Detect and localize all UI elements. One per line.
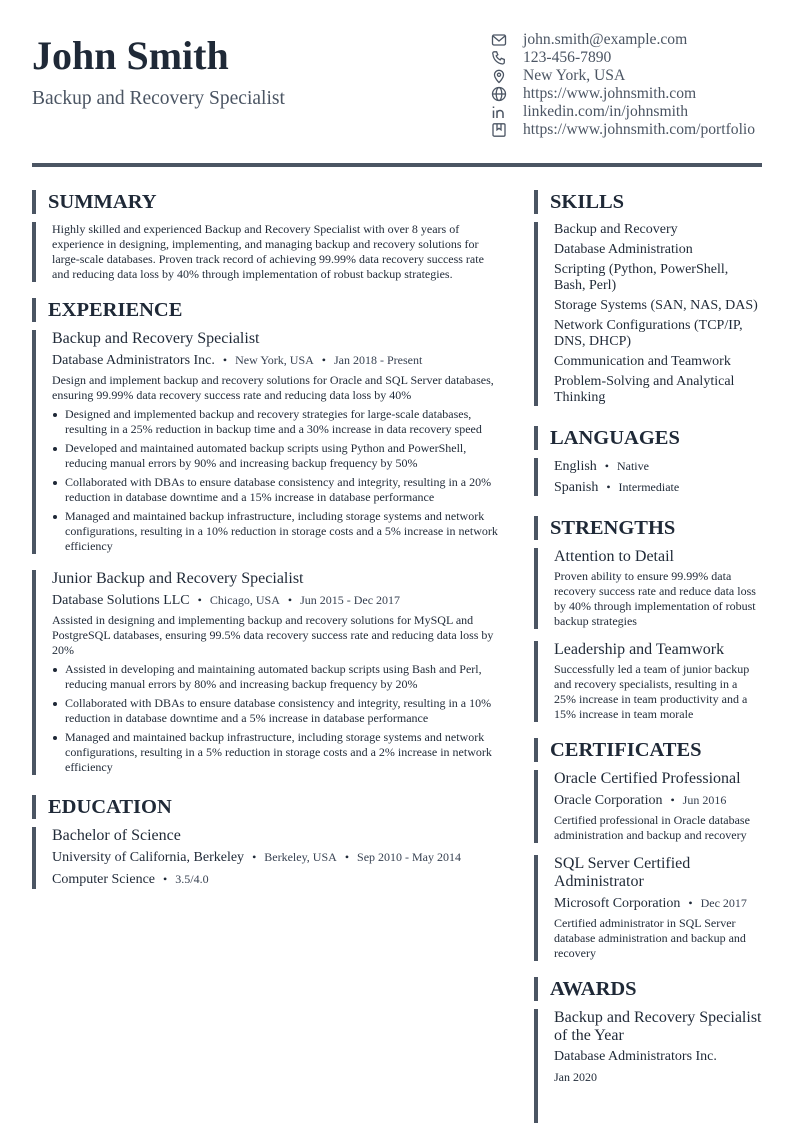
header-divider: [32, 163, 762, 167]
certificate-item: [534, 855, 762, 961]
education-location: Berkeley, USA: [264, 850, 337, 864]
list-item: Scripting (Python, PowerShell, Bash, Perl): [554, 262, 729, 293]
location-icon: [491, 67, 523, 85]
list-item: Storage Systems (SAN, NAS, DAS): [554, 298, 758, 313]
contact-location: [491, 67, 781, 85]
language-name: English: [554, 459, 597, 474]
experience-description: Assisted in designing and implementing backup and recovery solutions for MySQL and PostgreSQL databases, ensuring 99.5% data recovery success rate and reducing data loss by 20%: [52, 613, 494, 657]
experience-item: [32, 330, 502, 554]
certificate-meta: Oracle Corporation • Jun 2016: [554, 793, 727, 808]
right-column: [534, 190, 762, 1123]
list-item: Assisted in developing and maintaining automated backup scripts using Bash and Perl, reducing manual errors by 80% and increasing backup frequency by 20%: [52, 662, 502, 692]
contact-portfolio-text: https://www.johnsmith.com/portfolio: [523, 121, 756, 138]
contact-email-text: john.smith@example.com: [523, 31, 688, 48]
summary-section: [32, 222, 502, 282]
globe-icon: [491, 85, 523, 103]
experience-meta: Database Solutions LLC • Chicago, USA • Jun 2015 - Dec 2017: [52, 593, 401, 608]
contact-list: [491, 31, 781, 139]
list-item: English • Native: [554, 459, 649, 474]
experience-meta: Database Administrators Inc. • New York, USA • Jan 2018 - Present: [52, 353, 423, 368]
certificate-item: [534, 770, 762, 843]
contact-website[interactable]: [491, 85, 781, 103]
strength-title: Leadership and Teamwork: [554, 641, 725, 658]
education-field-line: Computer Science • 3.5/4.0: [52, 872, 209, 887]
skills-section: [534, 222, 762, 406]
list-item: Collaborated with DBAs to ensure database consistency and integrity, resulting in a 10% reduction in database downtime and a 5% increase in database performance: [52, 696, 502, 726]
phone-icon: [491, 49, 523, 67]
candidate-name: John Smith: [32, 33, 229, 78]
experience-location: Chicago, USA: [209, 593, 280, 607]
strengths-heading: STRENGTHS: [534, 516, 762, 540]
award-issuer: Database Administrators Inc.: [554, 1049, 717, 1064]
list-item: Designed and implemented backup and recovery strategies for large-scale databases, resulting in a 25% reduction in backup time and a 30% increase in data recovery speed: [52, 407, 502, 437]
language-level: Native: [616, 459, 649, 473]
certificate-date: Jun 2016: [682, 793, 727, 807]
experience-dates: Jan 2018 - Present: [334, 353, 423, 367]
education-gpa: 3.5/4.0: [175, 872, 209, 886]
experience-company: Database Solutions LLC: [52, 593, 190, 608]
education-degree: Bachelor of Science: [52, 827, 181, 844]
summary-text: Highly skilled and experienced Backup and Recovery Specialist with over 8 years of experience in designing, implementing, and managing backup and recovery solutions for large-scale databases. Proven track record of achieving 99.99% data recovery success rate and reducing data loss by 40% through implementation of robust backup strategies.: [52, 222, 484, 281]
contact-linkedin[interactable]: [491, 103, 781, 121]
strength-description: Successfully led a team of junior backup and recovery specialists, resulting in a 25% increase in team productivity and a 15% increase in team morale: [554, 662, 750, 721]
list-item: Developed and maintained automated backup scripts using Python and PowerShell, reducing manual errors by 90% and increasing backup frequency by 50%: [52, 441, 502, 471]
education-school: University of California, Berkeley: [52, 850, 245, 865]
list-item: Spanish • Intermediate: [554, 480, 680, 495]
experience-bullets: [52, 662, 502, 775]
education-field: Computer Science: [52, 872, 156, 887]
strength-title: Attention to Detail: [554, 548, 674, 565]
strength-description: Proven ability to ensure 99.99% data recovery success rate and reduce data loss by 40% through implementation of robust backup strategies: [554, 569, 756, 628]
list-item: Database Administration: [554, 242, 693, 257]
certificate-meta: Microsoft Corporation • Dec 2017: [554, 896, 747, 911]
list-item: Problem-Solving and Analytical Thinking: [554, 374, 735, 405]
award-item: [534, 1009, 762, 1123]
mail-icon: [491, 31, 523, 49]
list-item: Managed and maintained backup infrastructure, including storage systems and network configurations, resulting in a 5% reduction in storage costs and a 2% increase in network efficiency: [52, 730, 502, 775]
linkedin-icon: [491, 103, 523, 121]
contact-phone-text: 123-456-7890: [523, 49, 612, 66]
certificate-date: Dec 2017: [700, 896, 747, 910]
strength-item: [534, 641, 762, 722]
summary-heading: SUMMARY: [32, 190, 502, 214]
education-item: [32, 827, 502, 889]
certificates-heading: CERTIFICATES: [534, 738, 762, 762]
languages-heading: LANGUAGES: [534, 426, 762, 450]
experience-item: [32, 570, 502, 775]
strength-item: [534, 548, 762, 629]
list-item: Managed and maintained backup infrastructure, including storage systems and network configurations, resulting in a 10% reduction in storage costs and a 5% increase in network efficiency: [52, 509, 502, 554]
experience-heading: EXPERIENCE: [32, 298, 502, 322]
certificate-title: SQL Server Certified Administrator: [554, 855, 691, 890]
list-item: Communication and Teamwork: [554, 354, 731, 369]
certificate-description: Certified administrator in SQL Server database administration and backup and recovery: [554, 916, 746, 960]
certificate-issuer: Oracle Corporation: [554, 793, 663, 808]
experience-bullets: [52, 407, 502, 554]
left-column: [32, 190, 502, 889]
experience-dates: Jun 2015 - Dec 2017: [300, 593, 401, 607]
contact-email[interactable]: [491, 31, 781, 49]
contact-portfolio[interactable]: [491, 121, 781, 139]
contact-website-text: https://www.johnsmith.com: [523, 85, 697, 102]
education-meta: University of California, Berkeley • Berkeley, USA • Sep 2010 - May 2014: [52, 850, 462, 865]
contact-linkedin-text: linkedin.com/in/johnsmith: [523, 103, 689, 120]
list-item: Collaborated with DBAs to ensure database consistency and integrity, resulting in a 20% reduction in database downtime and a 15% increase in database performance: [52, 475, 502, 505]
certificate-title: Oracle Certified Professional: [554, 770, 741, 787]
certificate-issuer: Microsoft Corporation: [554, 896, 681, 911]
experience-company: Database Administrators Inc.: [52, 353, 215, 368]
experience-description: Design and implement backup and recovery solutions for Oracle and SQL Server databases, ensuring 99.99% data recovery success rate and reducing data loss by 40%: [52, 373, 494, 402]
award-date: Jan 2020: [554, 1070, 597, 1084]
education-heading: EDUCATION: [32, 795, 502, 819]
experience-title: Junior Backup and Recovery Specialist: [52, 570, 304, 587]
contact-phone[interactable]: [491, 49, 781, 67]
experience-location: New York, USA: [235, 353, 314, 367]
languages-section: [534, 458, 762, 496]
list-item: Backup and Recovery: [554, 222, 678, 237]
experience-title: Backup and Recovery Specialist: [52, 330, 260, 347]
award-title: Backup and Recovery Specialist of the Year: [554, 1009, 762, 1044]
list-item: Network Configurations (TCP/IP, DNS, DHCP): [554, 318, 743, 349]
education-dates: Sep 2010 - May 2014: [357, 850, 462, 864]
language-name: Spanish: [554, 480, 599, 495]
contact-location-text: New York, USA: [523, 67, 626, 84]
certificate-description: Certified professional in Oracle database administration and backup and recovery: [554, 813, 750, 842]
portfolio-icon: [491, 121, 523, 139]
skills-heading: SKILLS: [534, 190, 762, 214]
awards-heading: AWARDS: [534, 977, 762, 1001]
job-title: Backup and Recovery Specialist: [32, 88, 285, 109]
language-level: Intermediate: [618, 480, 680, 494]
